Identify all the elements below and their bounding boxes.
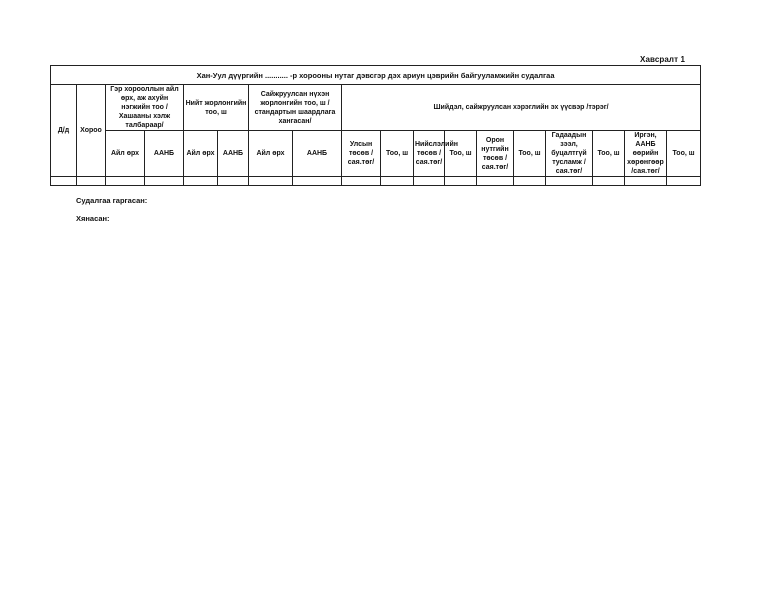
verified-by-label: Хянасан: (76, 214, 110, 223)
subheader-household: Айл өрх (249, 131, 293, 177)
header-total-toilets: Нийт жорлонгийн тоо, ш (184, 85, 249, 131)
subheader-aanb: ААНБ (293, 131, 342, 177)
subheader-local-budget: Орон нутгийн төсөв /сая.төг/ (477, 131, 514, 177)
table-row (51, 177, 701, 186)
table-cell[interactable] (106, 177, 145, 186)
subheader-aanb: ААНБ (218, 131, 249, 177)
table-cell[interactable] (667, 177, 701, 186)
subheader-count: Тоо, ш (667, 131, 701, 177)
table-cell[interactable] (514, 177, 546, 186)
table-cell[interactable] (625, 177, 667, 186)
table-cell[interactable] (546, 177, 593, 186)
table-cell[interactable] (249, 177, 293, 186)
header-improved-toilets: Сайжруулсан нүхэн жорлонгийн тоо, ш /стандартын шаардлага хангасан/ (249, 85, 342, 131)
table-cell[interactable] (593, 177, 625, 186)
header-improvement-methods: Шийдэл, сайжруулсан хэрэглийн эх үүсвэр /тэрэг/ (342, 85, 701, 131)
subheader-private-funds: Иргэн, ААНБ өөрийн хөрөнгөөр /сая.төг/ (625, 131, 667, 177)
table-cell[interactable] (414, 177, 445, 186)
subheader-aanb: ААНБ (145, 131, 184, 177)
table-cell[interactable] (184, 177, 218, 186)
prepared-by-label: Судалгаа гаргасан: (76, 196, 148, 205)
table-cell[interactable] (77, 177, 106, 186)
table-cell[interactable] (293, 177, 342, 186)
subheader-household: Айл өрх (106, 131, 145, 177)
subheader-household: Айл өрх (184, 131, 218, 177)
subheader-count: Тоо, ш (514, 131, 546, 177)
table-cell[interactable] (477, 177, 514, 186)
subheader-count: Тоо, ш (445, 131, 477, 177)
table-cell[interactable] (218, 177, 249, 186)
subheader-count: Тоо, ш (381, 131, 414, 177)
table-cell[interactable] (51, 177, 77, 186)
header-dd: Д/д (51, 85, 77, 177)
table-cell[interactable] (445, 177, 477, 186)
subheader-count: Тоо, ш (593, 131, 625, 177)
table-title: Хан-Уул дүүргийн ........... -р хорооны нутаг дэвсгэр дэх ариун цэврийн байгууламжийн судалгаа (51, 66, 701, 85)
subheader-state-budget: Улсын төсөв /сая.төг/ (342, 131, 381, 177)
subheader-foreign-aid: Гадаадын зээл, буцалтгүй тусламж /сая.төг/ (546, 131, 593, 177)
header-ger-households: Гэр хорооллын айл өрх, аж ахуйн нэгжийн тоо /Хашааны хэлж талбараар/ (106, 85, 184, 131)
survey-table (50, 65, 701, 186)
table-cell[interactable] (381, 177, 414, 186)
appendix-label: Хавсралт 1 (640, 55, 685, 64)
subheader-city-budget: Нийслэлийн төсөв /сая.төг/ (414, 131, 445, 177)
table-cell[interactable] (342, 177, 381, 186)
header-khoroo: Хороо (77, 85, 106, 177)
table-cell[interactable] (145, 177, 184, 186)
